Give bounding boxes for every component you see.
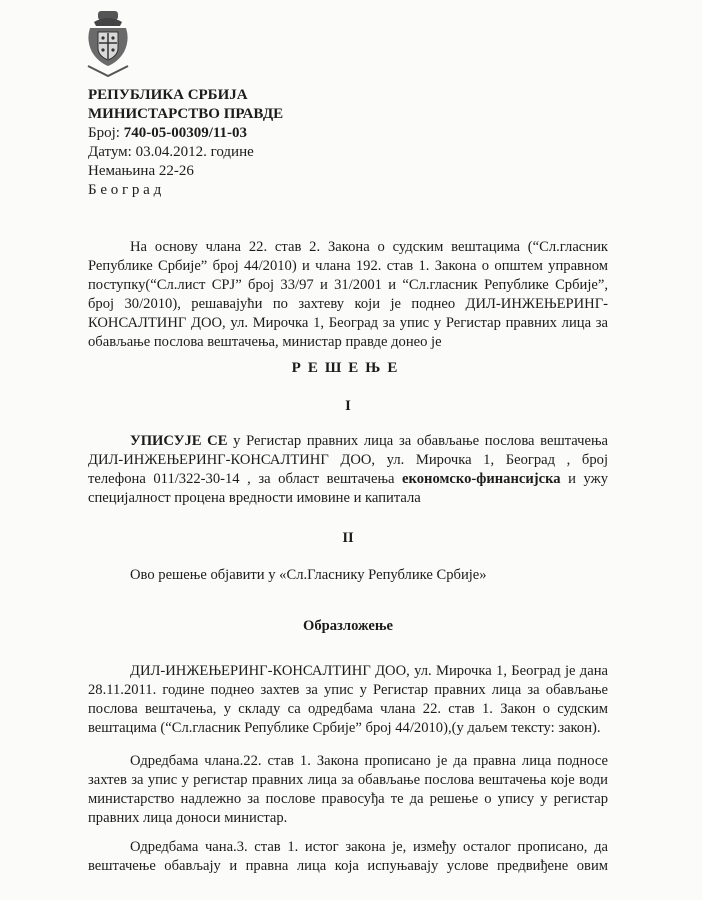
- intro-line: Републике Србије” број 44/2010) и члана 192. став 1. Закона о општем управном: [88, 258, 608, 274]
- ministry-name: МИНИСТАРСТВО ПРАВДЕ: [88, 106, 284, 122]
- intro-line: обављање послова вештачења, министар правде донео је: [88, 334, 442, 350]
- section-1-line: специјалност процена вредности имовине и капитала: [88, 490, 421, 506]
- document-number: [88, 124, 283, 143]
- reasoning-paragraph-1: [88, 662, 608, 738]
- ministry-city: Б е о г р а д: [88, 182, 162, 198]
- reasoning-line: Одредбама чана.3. став 1. истог закона је, између осталог прописано, да: [130, 839, 608, 855]
- reasoning-line: Одредбама члана.22. став 1. Закона прописано је да правна лица подносе: [130, 753, 608, 769]
- section-1-paragraph: [88, 432, 608, 508]
- reasoning-paragraph-3: [88, 838, 608, 876]
- reasoning-heading: Образложење: [302, 618, 394, 634]
- reasoning-line: 28.11.2011. године поднео захтев за упис у Регистар правних лица за обављање: [88, 682, 608, 698]
- section-2-line: Ово решење објавити у «Сл.Гласнику Републике Србије»: [130, 567, 487, 583]
- country-name: РЕПУБЛИКА СРБИЈА: [88, 87, 248, 103]
- reasoning-line: вештацима (“Сл.гласник Републике Србије” број 44/2010),(у даљем тексту: закон).: [88, 720, 601, 736]
- reasoning-line: правних лица доноси министар.: [88, 810, 288, 826]
- section-1-line: ДИЛ-ИНЖЕЊЕРИНГ-КОНСАЛТИНГ ДОО, ул. Мирочка 1, Београд , број: [88, 452, 608, 468]
- intro-line: поступку(“Сл.лист СРЈ” број 33/97 и 31/2001 и “Сл.гласник Републике Србије”,: [88, 277, 608, 293]
- intro-paragraph: [88, 238, 608, 352]
- decision-heading: РЕШЕЊЕ: [291, 360, 405, 376]
- document-header: [88, 86, 283, 200]
- registration-keyword: УПИСУЈЕ СЕ: [130, 433, 228, 449]
- reasoning-line: ДИЛ-ИНЖЕЊЕРИНГ-КОНСАЛТИНГ ДОО, ул. Мирочка 1, Београд је дана: [130, 663, 608, 679]
- document-number-label: Број:: [88, 125, 124, 141]
- intro-line: На основу члана 22. став 2. Закона о судским вештацима (“Сл.гласник: [130, 239, 608, 255]
- section-2-numeral: II: [342, 530, 354, 546]
- reasoning-line: захтев за упис у регистар правних лица за обављање послова вештачења које води: [88, 772, 608, 788]
- section-1-numeral: I: [345, 398, 351, 414]
- ministry-address: Немањина 22-26: [88, 163, 194, 179]
- reasoning-line: вештачење обављају и правна лица која испуњавају услове предвиђене овим: [88, 858, 608, 874]
- reasoning-paragraph-2: [88, 752, 608, 828]
- serbian-coat-of-arms-icon: [84, 10, 132, 78]
- document-date: Датум: 03.04.2012. године: [88, 144, 254, 160]
- intro-line: КОНСАЛТИНГ ДОО, ул. Мирочка 1, Београд за упис у Регистар правних лица за: [88, 315, 608, 331]
- section-1-line: телефона 011/322-30-14 , за област вештачења економско-финансијска и ужу: [88, 471, 608, 487]
- document-number-value: 740-05-00309/11-03: [123, 125, 248, 141]
- intro-line: број 30/2010), решавајући по захтеву који је поднео ДИЛ-ИНЖЕЊЕРИНГ-: [88, 296, 608, 312]
- reasoning-line: послова вештачења, у складу са одредбама члана 22. став 1. Закон о судским: [88, 701, 608, 717]
- expertise-field: економско-финансијска: [402, 471, 561, 487]
- reasoning-line: министарство надлежно за послове правосуђа те да решење о упису у регистар: [88, 791, 608, 807]
- section-1-line: УПИСУЈЕ СЕ у Регистар правних лица за обављање послова вештачења: [130, 433, 608, 449]
- section-2-paragraph: [88, 566, 608, 585]
